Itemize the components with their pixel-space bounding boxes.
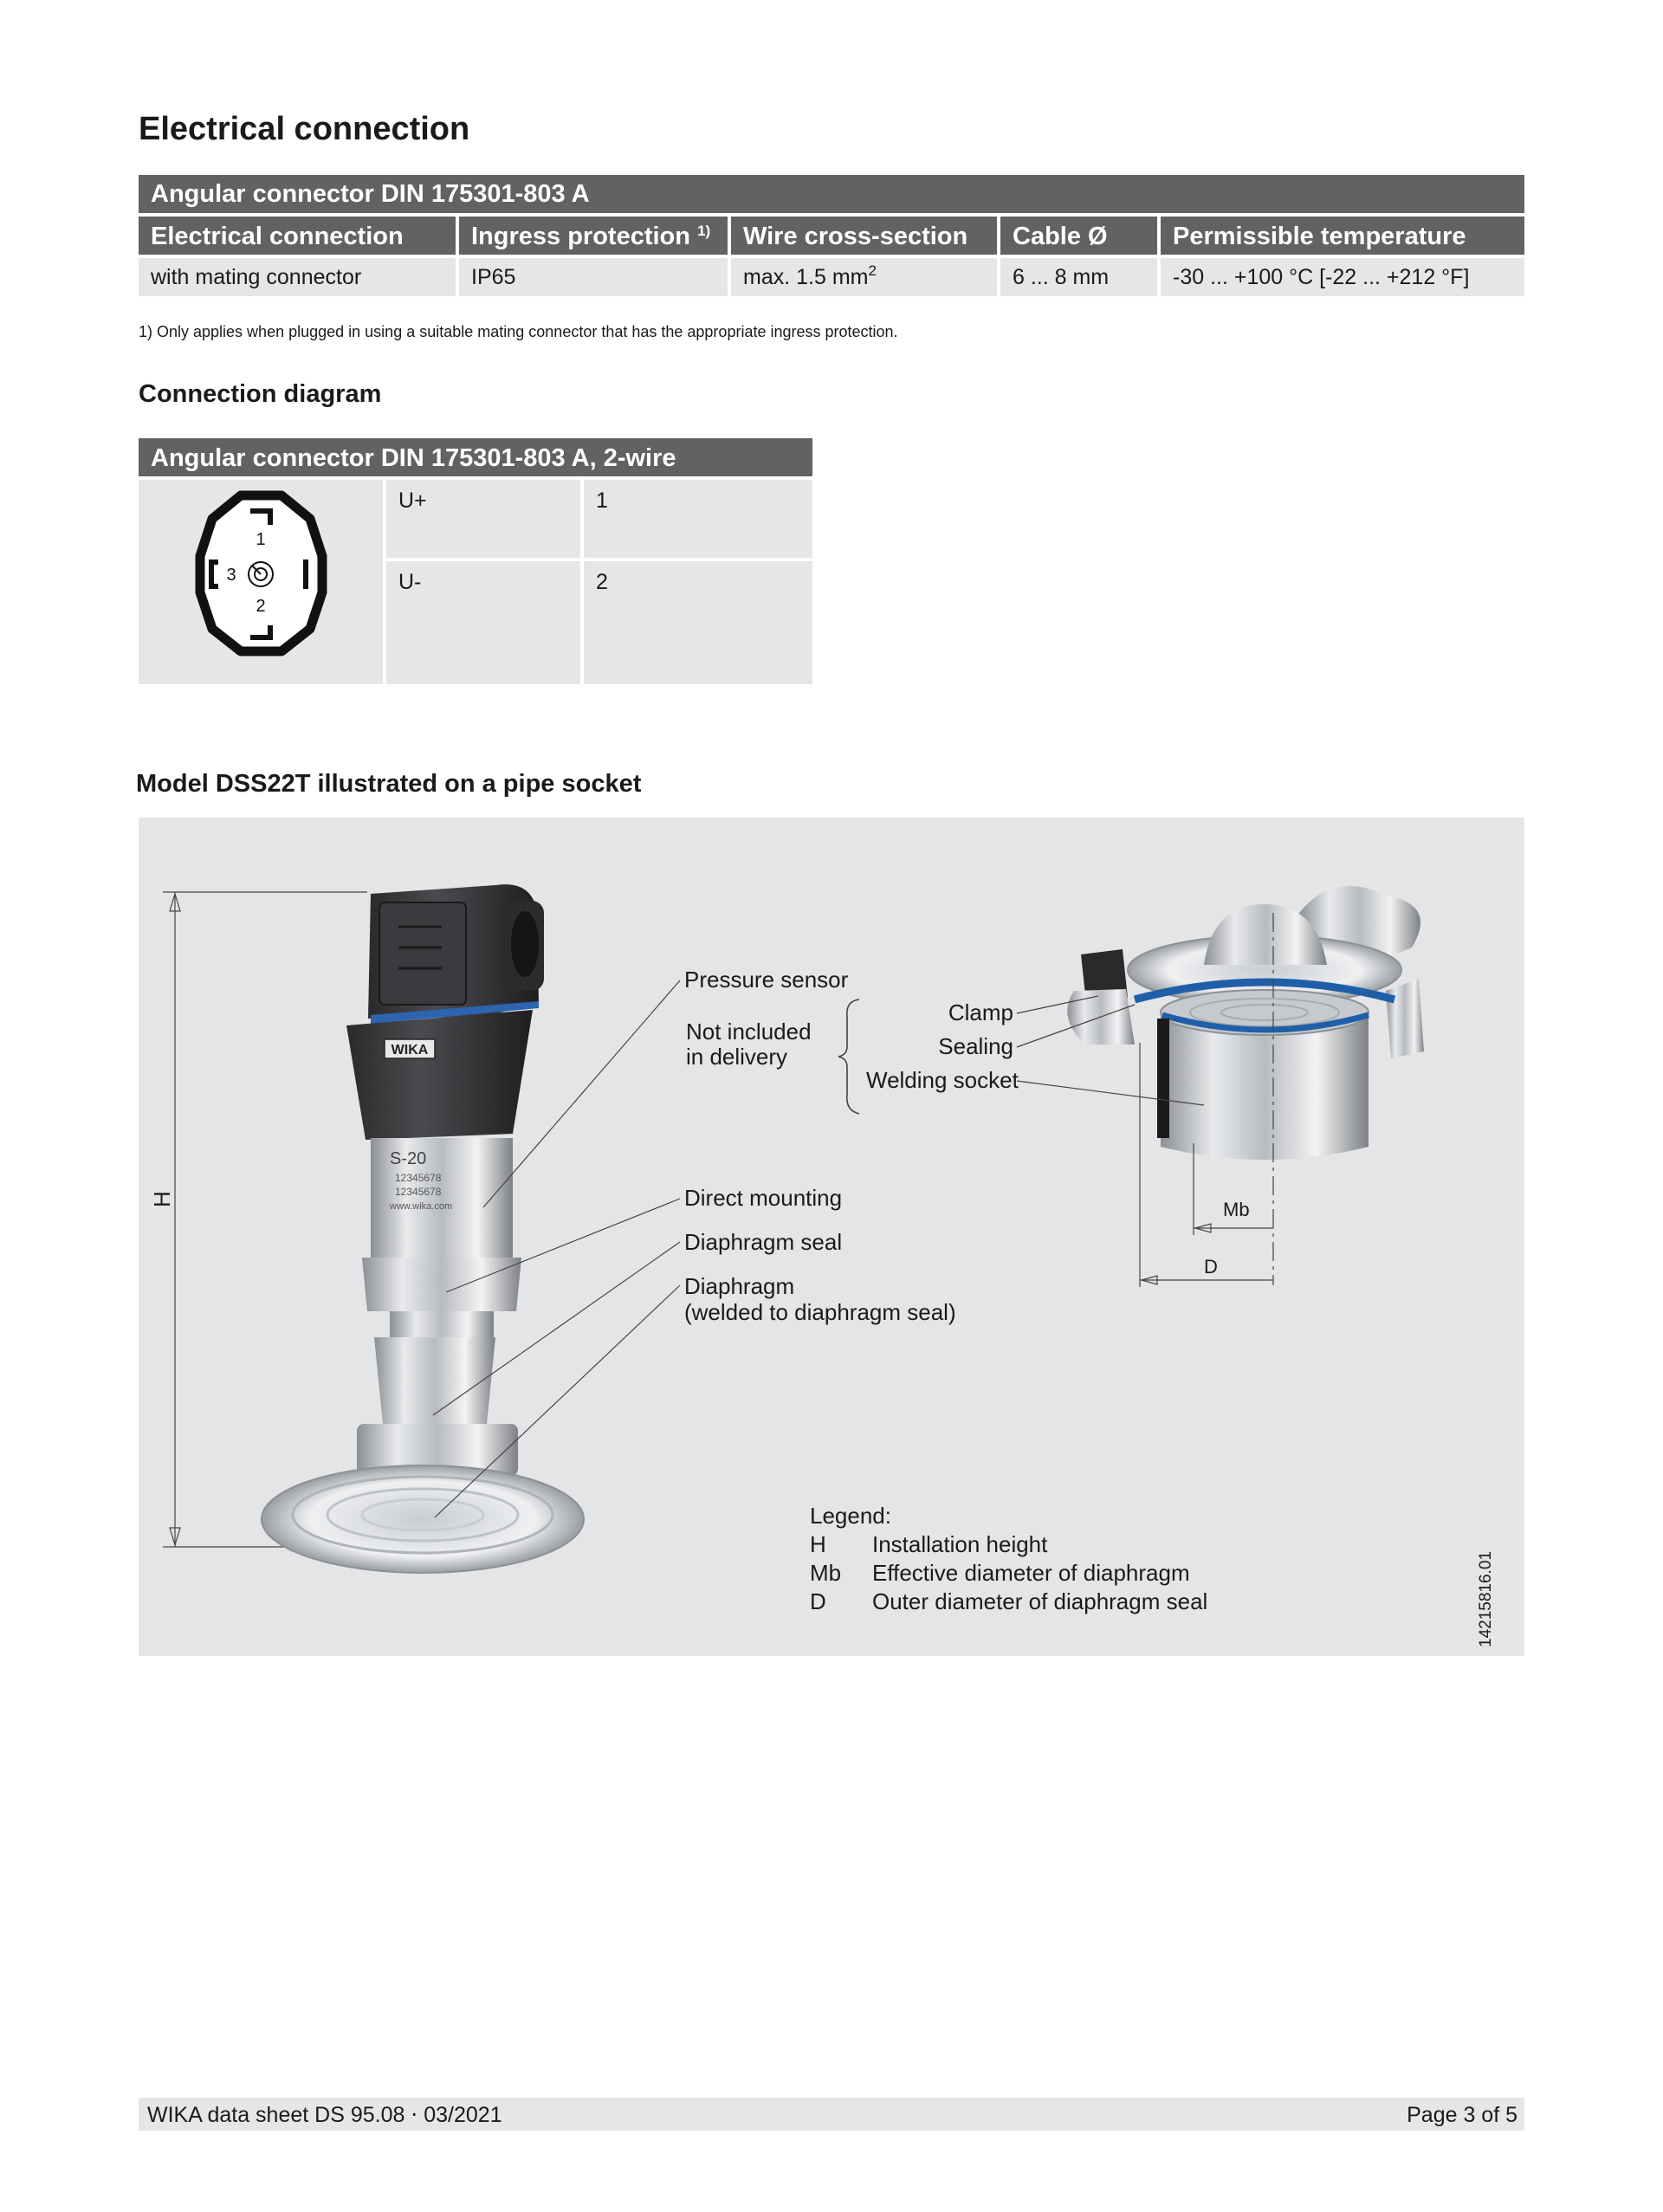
table-caption: Angular connector DIN 175301-803 A, 2-wire [139, 438, 812, 476]
legend-text: Installation height [872, 1531, 1048, 1557]
cell-temperature: -30 ... +100 °C [-22 ... +212 °F] [1161, 258, 1524, 296]
legend-title: Legend: [810, 1503, 891, 1529]
table-row [139, 258, 1524, 296]
signal-u-minus: U- [386, 561, 580, 684]
table-header-row [139, 217, 1524, 255]
figure-doc-number: 14215816.01 [1477, 1551, 1495, 1647]
dim-label-mb: Mb [1223, 1199, 1250, 1220]
cell-cable: 6 ... 8 mm [1000, 258, 1157, 296]
cell-ingress: IP65 [459, 258, 728, 296]
clamp-flange [262, 1465, 584, 1573]
marking-line-1: 12345678 [395, 1172, 442, 1184]
figure-title: Model DSS22T illustrated on a pipe socket [136, 770, 642, 798]
footer-page-number: Page 3 of 5 [1407, 2103, 1517, 2127]
table-caption: Angular connector DIN 175301-803 A [139, 175, 1524, 213]
product-figure [139, 818, 1524, 1656]
pin-u-plus: 1 [584, 480, 812, 558]
cable-gland-opening [511, 911, 539, 977]
cell-wire-value: max. 1.5 mm [743, 265, 869, 289]
socket-section-cut [1157, 1019, 1169, 1138]
header-cable-diameter: Cable Ø [1000, 217, 1157, 255]
pin-label-1: 1 [256, 530, 266, 549]
connection-diagram-body [139, 480, 812, 684]
marking-line-2: 12345678 [395, 1186, 442, 1198]
wika-badge-text: WIKA [391, 1043, 429, 1057]
legend-item [810, 1588, 1207, 1616]
pin-label-2: 2 [256, 597, 266, 616]
neck [390, 1311, 494, 1337]
section-title-electrical: Electrical connection [139, 111, 470, 147]
legend-key: Mb [810, 1560, 842, 1586]
legend-text: Effective diameter of diaphragm [872, 1560, 1190, 1586]
label-diaphragm-2: (welded to diaphragm seal) [684, 1299, 956, 1325]
legend-item [810, 1530, 1207, 1559]
connection-diagram-table [139, 438, 812, 684]
marking-url: www.wika.com [390, 1201, 453, 1212]
cell-wire-sup: 2 [868, 262, 877, 279]
page-footer [139, 2098, 1524, 2131]
legend [810, 1502, 1207, 1616]
footer-datasheet: WIKA data sheet DS 95.08 ⋅ 03/2021 [147, 2103, 502, 2127]
label-welding-socket: Welding socket [866, 1067, 1019, 1093]
header-electrical-connection: Electrical connection [139, 217, 456, 255]
label-pressure-sensor: Pressure sensor [684, 967, 849, 993]
label-sealing: Sealing [938, 1033, 1013, 1059]
seal-body [374, 1337, 495, 1424]
label-not-included-1: Not included [686, 1019, 812, 1045]
hex-nut [362, 1258, 521, 1311]
legend-key: H [810, 1531, 826, 1557]
marking-model: S-20 [390, 1149, 427, 1168]
brace [838, 999, 859, 1114]
footnote: 1) Only applies when plugged in using a suitable mating connector that has the appropriate ingress protection. [139, 323, 898, 340]
electrical-connection-table [139, 175, 1524, 296]
connector-pinout-drawing [139, 480, 383, 684]
footnote-marker: 1) [697, 223, 711, 239]
header-wire-cross-section: Wire cross-section [731, 217, 997, 255]
sensor-head [346, 1010, 533, 1140]
label-clamp: Clamp [948, 999, 1013, 1025]
dim-label-d: D [1204, 1256, 1218, 1277]
label-diaphragm-seal: Diaphragm seal [684, 1229, 843, 1255]
header-ingress-label: Ingress protection [471, 223, 690, 250]
legend-key: D [810, 1588, 826, 1614]
cell-connection: with mating connector [139, 258, 456, 296]
connector-pinout-svg [139, 480, 383, 684]
section-title-connection-diagram: Connection diagram [139, 380, 382, 408]
header-ingress-protection [459, 217, 728, 255]
label-diaphragm-1: Diaphragm [684, 1273, 795, 1299]
cell-wire [731, 258, 997, 296]
clamp-ring-right [1386, 979, 1424, 1058]
signal-u-plus: U+ [386, 480, 580, 558]
label-direct-mounting: Direct mounting [684, 1185, 843, 1211]
label-not-included-2: in delivery [686, 1044, 788, 1070]
connector-face [379, 902, 466, 1005]
dim-label-h: H [149, 1191, 175, 1207]
pin-label-3: 3 [226, 566, 236, 585]
legend-text: Outer diameter of diaphragm seal [872, 1588, 1208, 1614]
header-permissible-temperature: Permissible temperature [1161, 217, 1524, 255]
legend-item [810, 1559, 1207, 1588]
pin-u-minus: 2 [584, 561, 812, 684]
